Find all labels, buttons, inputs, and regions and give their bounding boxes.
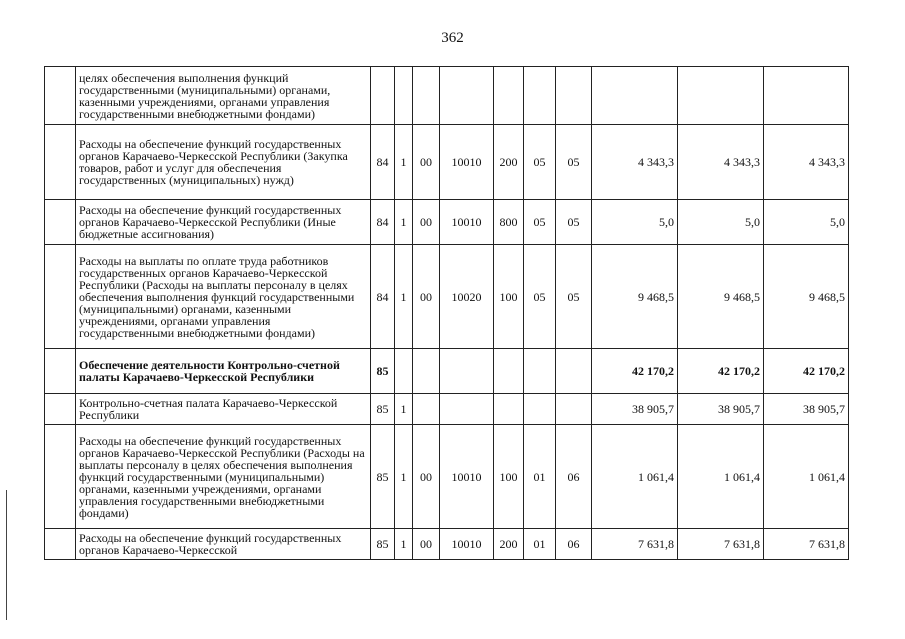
code-cell (413, 349, 440, 394)
amount-cell (764, 67, 849, 125)
code-cell: 01 (524, 425, 556, 529)
table-row (45, 67, 849, 125)
code-cell: 00 (413, 125, 440, 200)
table-row (45, 394, 849, 425)
amount-cell: 9 468,5 (764, 245, 849, 349)
code-cell (413, 67, 440, 125)
row-description: Расходы на обеспечение функций государственных органов Карачаево-Черкесской (76, 529, 371, 560)
code-cell: 05 (556, 125, 592, 200)
code-cell: 05 (556, 245, 592, 349)
code-cell: 100 (494, 425, 524, 529)
code-cell: 05 (524, 200, 556, 245)
code-cell: 85 (371, 529, 395, 560)
row-description: Расходы на обеспечение функций государственных органов Карачаево-Черкесской Республики (Иные бюджетные ассигнования) (76, 200, 371, 245)
code-cell: 10010 (440, 200, 494, 245)
code-cell: 1 (395, 245, 413, 349)
amount-cell: 38 905,7 (592, 394, 678, 425)
code-cell: 84 (371, 245, 395, 349)
code-cell: 10010 (440, 425, 494, 529)
code-cell: 05 (556, 200, 592, 245)
code-cell: 05 (524, 125, 556, 200)
code-cell: 85 (371, 349, 395, 394)
code-cell: 10010 (440, 125, 494, 200)
code-cell (556, 67, 592, 125)
table-row (45, 245, 849, 349)
code-cell: 06 (556, 425, 592, 529)
code-cell (440, 349, 494, 394)
row-description: целях обеспечения выполнения функций государственными (муниципальными) органами, казенными учреждениями, органами управления государственными внебюджетными фондами) (76, 67, 371, 125)
code-cell: 01 (524, 529, 556, 560)
row-description: Расходы на выплаты по оплате труда работников государственных органов Карачаево-Черкесской Республики (Расходы на выплаты персоналу в целях обеспечения выполнения функций государственными (муниципальными) органами, казенными учреждениями, органами управления государственными внебюджетными фондами) (76, 245, 371, 349)
code-cell: 85 (371, 425, 395, 529)
code-cell: 00 (413, 529, 440, 560)
amount-cell (678, 67, 764, 125)
code-cell (494, 67, 524, 125)
code-cell: 10020 (440, 245, 494, 349)
code-cell (524, 394, 556, 425)
amount-cell: 4 343,3 (592, 125, 678, 200)
amount-cell: 7 631,8 (764, 529, 849, 560)
code-cell (556, 394, 592, 425)
code-cell (395, 349, 413, 394)
code-cell (440, 394, 494, 425)
table-row (45, 529, 849, 560)
code-cell: 00 (413, 200, 440, 245)
code-cell: 1 (395, 529, 413, 560)
code-cell: 84 (371, 125, 395, 200)
amount-cell: 5,0 (764, 200, 849, 245)
code-cell (524, 349, 556, 394)
code-cell: 1 (395, 200, 413, 245)
code-cell: 800 (494, 200, 524, 245)
amount-cell: 4 343,3 (764, 125, 849, 200)
amount-cell: 9 468,5 (592, 245, 678, 349)
budget-table (44, 66, 849, 560)
amount-cell: 1 061,4 (764, 425, 849, 529)
amount-cell: 38 905,7 (764, 394, 849, 425)
code-cell (556, 349, 592, 394)
row-description: Расходы на обеспечение функций государственных органов Карачаево-Черкесской Республики (Закупка товаров, работ и услуг для обеспечения государственных (муниципальных) нужд) (76, 125, 371, 200)
amount-cell: 42 170,2 (592, 349, 678, 394)
code-cell: 1 (395, 425, 413, 529)
amount-cell: 1 061,4 (592, 425, 678, 529)
table-row (45, 125, 849, 200)
table-row (45, 349, 849, 394)
code-cell: 1 (395, 125, 413, 200)
code-cell (413, 394, 440, 425)
amount-cell: 9 468,5 (678, 245, 764, 349)
amount-cell: 42 170,2 (764, 349, 849, 394)
code-cell: 200 (494, 529, 524, 560)
row-description: Контрольно-счетная палата Карачаево-Черкесской Республики (76, 394, 371, 425)
amount-cell: 42 170,2 (678, 349, 764, 394)
code-cell: 00 (413, 245, 440, 349)
table-row (45, 200, 849, 245)
code-cell: 1 (395, 394, 413, 425)
code-cell: 100 (494, 245, 524, 349)
row-description: Расходы на обеспечение функций государственных органов Карачаево-Черкесской Республики (Расходы на выплаты персоналу в целях обеспечения выполнения функций государственными (муниципальными) органами, казенными учреждениями, органами управления государственными внебюджетными фондами) (76, 425, 371, 529)
code-cell: 06 (556, 529, 592, 560)
table-row (45, 425, 849, 529)
amount-cell: 1 061,4 (678, 425, 764, 529)
code-cell: 84 (371, 200, 395, 245)
amount-cell: 4 343,3 (678, 125, 764, 200)
amount-cell: 7 631,8 (592, 529, 678, 560)
amount-cell: 7 631,8 (678, 529, 764, 560)
scan-edge-line (6, 490, 7, 620)
code-cell (371, 67, 395, 125)
code-cell: 00 (413, 425, 440, 529)
code-cell: 10010 (440, 529, 494, 560)
code-cell (524, 67, 556, 125)
amount-cell: 38 905,7 (678, 394, 764, 425)
code-cell: 05 (524, 245, 556, 349)
code-cell: 200 (494, 125, 524, 200)
code-cell (440, 67, 494, 125)
amount-cell (592, 67, 678, 125)
row-description: Обеспечение деятельности Контрольно-счетной палаты Карачаево-Черкесской Республики (76, 349, 371, 394)
code-cell (494, 349, 524, 394)
code-cell (395, 67, 413, 125)
amount-cell: 5,0 (678, 200, 764, 245)
amount-cell: 5,0 (592, 200, 678, 245)
code-cell (494, 394, 524, 425)
page-number: 362 (441, 30, 464, 46)
code-cell: 85 (371, 394, 395, 425)
